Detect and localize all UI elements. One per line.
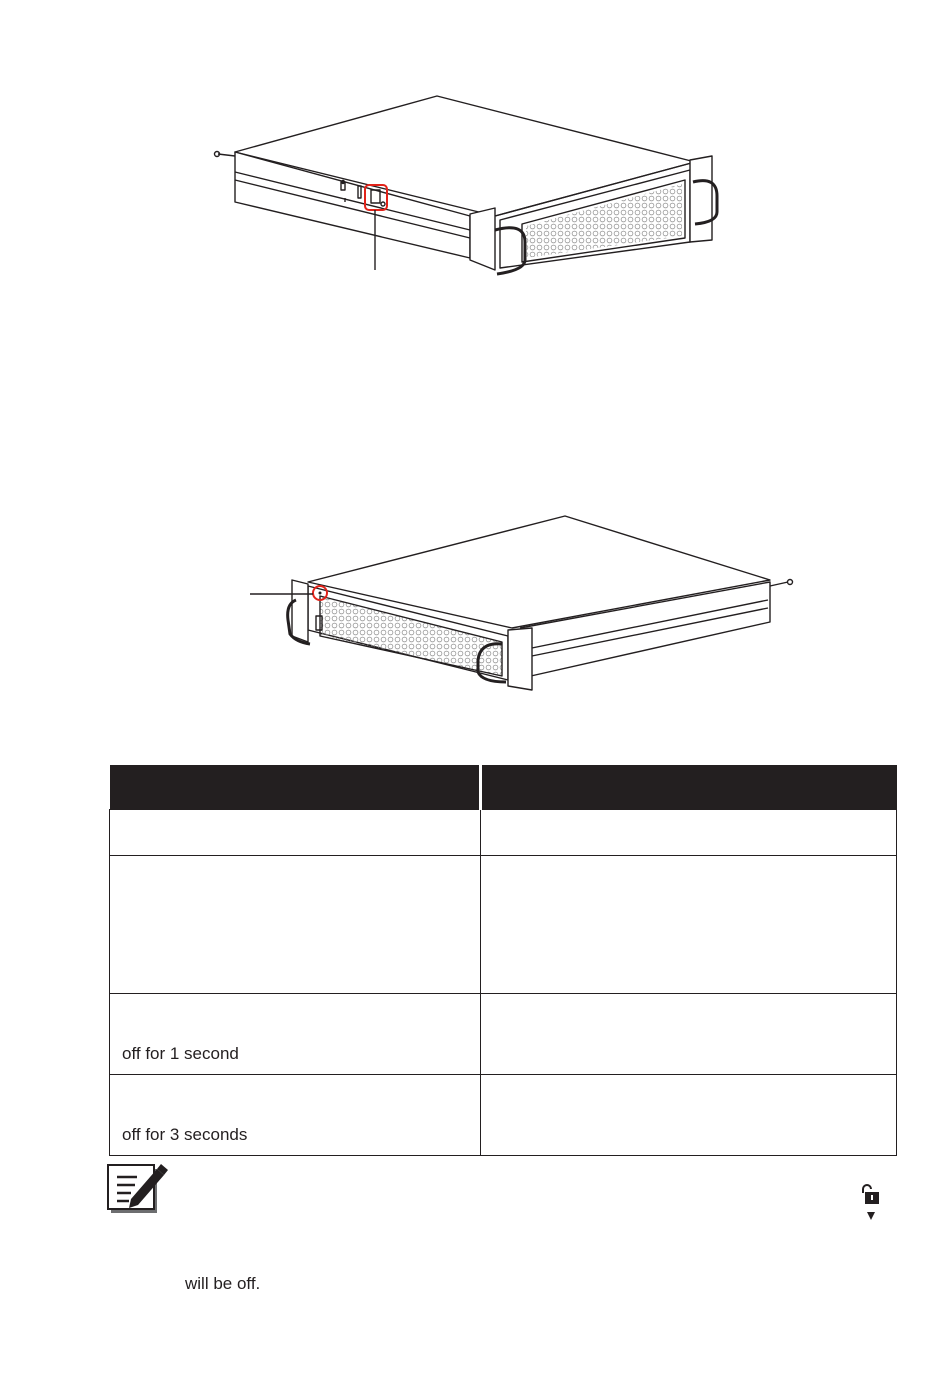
table-cell: off for 3 seconds <box>110 1075 481 1156</box>
table-row <box>110 810 897 856</box>
led-status-table <box>109 765 897 1156</box>
table-cell <box>481 994 897 1075</box>
note-text: will be off. <box>185 1274 261 1293</box>
table-cell <box>481 1075 897 1156</box>
table-cell <box>110 810 481 856</box>
table-header-cell <box>110 765 481 810</box>
unlock-icon <box>858 1183 884 1223</box>
ups-rear-view-figure <box>200 90 740 280</box>
table-row <box>110 994 897 1075</box>
down-triangle-icon <box>867 1212 875 1220</box>
table-header-cell <box>481 765 897 810</box>
table-cell <box>110 856 481 994</box>
table-row <box>110 856 897 994</box>
table-cell <box>481 856 897 994</box>
ups-front-view-figure <box>240 510 800 695</box>
table-row <box>110 1075 897 1156</box>
table-cell <box>481 810 897 856</box>
table-cell: off for 1 second <box>110 994 481 1075</box>
table-header-row <box>110 765 897 810</box>
note-pencil-icon <box>107 1163 169 1215</box>
